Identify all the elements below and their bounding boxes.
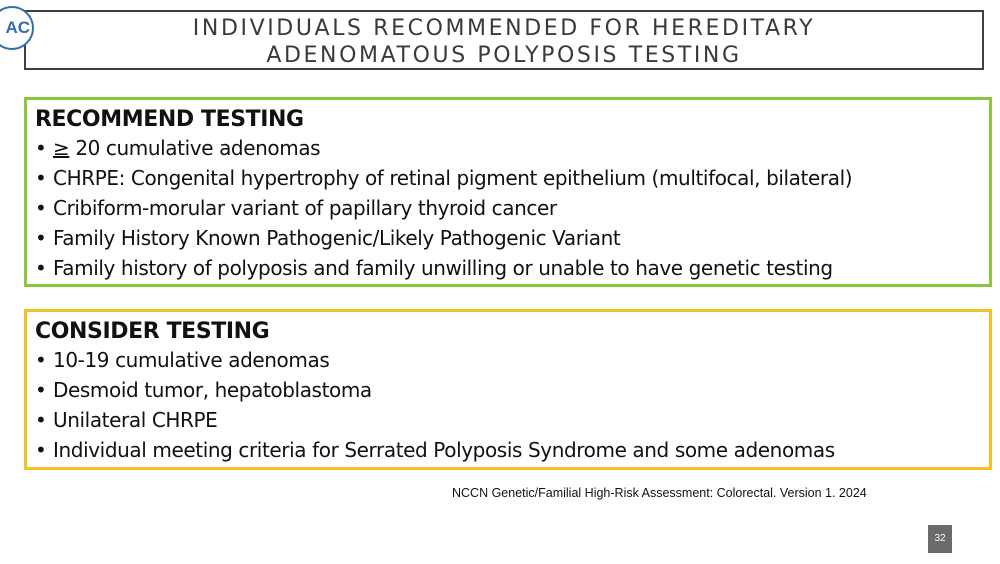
list-item-text: Family history of polyposis and family unwilling or unable to have genetic testing: [53, 256, 833, 280]
bullet-icon: •: [35, 136, 47, 160]
page-number-badge: 32: [928, 525, 952, 553]
list-item-text: Individual meeting criteria for Serrated Polyposis Syndrome and some adenomas: [53, 438, 835, 462]
bullet-icon: •: [35, 408, 47, 432]
greater-equal-symbol: ≥: [53, 136, 70, 160]
slide-title: [24, 10, 984, 70]
bullet-icon: •: [35, 348, 47, 372]
logo: AC: [0, 6, 34, 50]
bullet-icon: •: [35, 378, 47, 402]
title-line-2: ADENOMATOUS POLYPOSIS TESTING: [266, 43, 742, 68]
bullet-icon: •: [35, 256, 47, 280]
list-item: [35, 223, 989, 253]
list-item: [35, 133, 989, 163]
bullet-icon: •: [35, 196, 47, 220]
list-item: [35, 345, 989, 375]
list-item-text: 20 cumulative adenomas: [69, 136, 321, 160]
list-item-text: Desmoid tumor, hepatoblastoma: [53, 378, 372, 402]
list-item-text: Unilateral CHRPE: [53, 408, 218, 432]
list-item: [35, 253, 989, 283]
bullet-icon: •: [35, 226, 47, 250]
list-item-text: CHRPE: Congenital hypertrophy of retinal pigment epithelium (multifocal, bilateral): [53, 166, 853, 190]
recommend-testing-list: [35, 133, 989, 283]
list-item: [35, 163, 989, 193]
list-item-text: Cribiform-morular variant of papillary thyroid cancer: [53, 196, 557, 220]
bullet-icon: •: [35, 438, 47, 462]
title-line-1: INDIVIDUALS RECOMMENDED FOR HEREDITARY: [192, 16, 816, 41]
recommend-testing-heading: RECOMMEND TESTING: [35, 107, 304, 132]
consider-testing-panel: [24, 309, 992, 470]
list-item-text: Family History Known Pathogenic/Likely Pathogenic Variant: [53, 226, 621, 250]
list-item-text: 10-19 cumulative adenomas: [53, 348, 330, 372]
list-item: [35, 435, 989, 465]
consider-testing-list: [35, 345, 989, 465]
list-item: [35, 375, 989, 405]
recommend-testing-panel: [24, 97, 992, 287]
consider-testing-heading: CONSIDER TESTING: [35, 319, 270, 344]
citation: NCCN Genetic/Familial High-Risk Assessment: Colorectal. Version 1. 2024: [452, 486, 867, 500]
list-item: [35, 193, 989, 223]
list-item: [35, 405, 989, 435]
bullet-icon: •: [35, 166, 47, 190]
